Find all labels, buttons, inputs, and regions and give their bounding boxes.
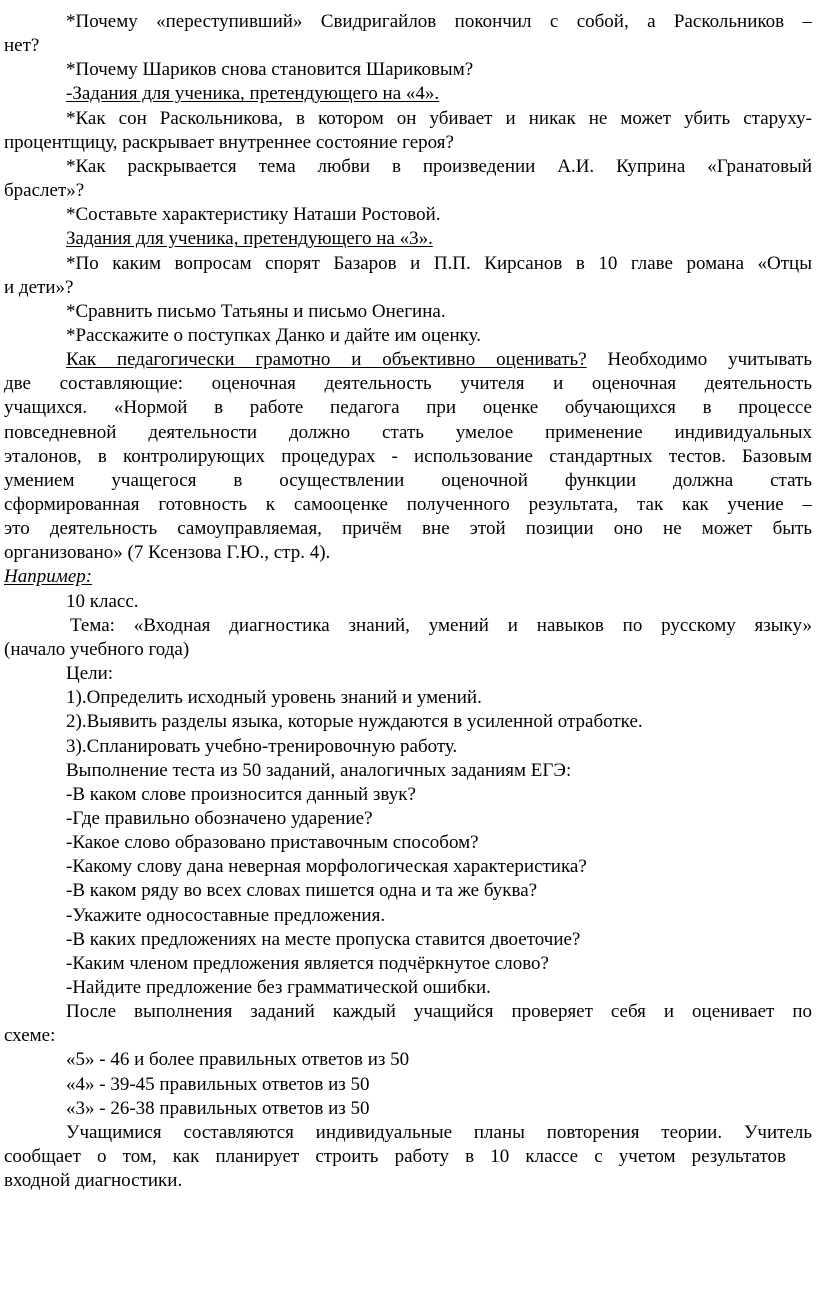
text-line	[0, 590, 812, 614]
text-line	[0, 300, 812, 324]
text-line	[0, 493, 812, 517]
line-text: Например:	[4, 566, 93, 588]
line-text: *Составьте характеристику Наташи Ростовой.	[66, 204, 441, 226]
text-line	[0, 710, 812, 734]
text-line	[0, 372, 812, 396]
line-text: входной диагностики.	[4, 1170, 183, 1192]
text-line	[0, 10, 812, 34]
line-text: 3).Спланировать учебно-тренировочную работу.	[66, 735, 458, 757]
text-line	[0, 1073, 812, 1097]
text-line	[0, 1145, 786, 1169]
line-text: -В каком слове произносится данный звук?	[66, 783, 416, 805]
text-line	[0, 638, 812, 662]
line-text-tail: Необходимо учитывать	[607, 349, 813, 371]
text-line	[0, 107, 812, 131]
text-line	[0, 155, 812, 179]
line-text: две составляющие: оценочная деятельность учителя и оценочная деятельность	[4, 373, 812, 395]
text-line	[0, 203, 812, 227]
text-line	[0, 783, 812, 807]
line-text: -Какое слово образовано приставочным способом?	[66, 832, 479, 854]
line-text: 10 класс.	[66, 590, 139, 612]
text-line	[0, 928, 812, 952]
line-text: Как педагогически грамотно и объективно оценивать?	[66, 349, 587, 371]
line-text: нет?	[4, 35, 40, 57]
line-text: «3» - 26-38 правильных ответов из 50	[66, 1097, 370, 1119]
text-line	[0, 1121, 812, 1145]
line-text: Задания для ученика, претендующего на «3».	[66, 228, 433, 250]
line-text: -Найдите предложение без грамматической ошибки.	[66, 977, 491, 998]
line-text: *Сравнить письмо Татьяны и письмо Онегина.	[66, 300, 446, 322]
line-text: процентщицу, раскрывает внутреннее состояние героя?	[4, 131, 454, 153]
text-line	[0, 348, 812, 372]
text-line	[0, 324, 812, 348]
line-text: умением учащегося в осуществлении оценочной функции должна стать	[4, 469, 812, 491]
text-line	[0, 1097, 812, 1121]
line-text: -Где правильно обозначено ударение?	[66, 807, 373, 829]
text-line	[0, 976, 812, 1000]
text-line	[0, 131, 812, 155]
text-line	[0, 614, 812, 638]
line-text: «4» - 39-45 правильных ответов из 50	[66, 1073, 370, 1095]
text-line	[0, 179, 812, 203]
text-line	[0, 517, 812, 541]
line-text: Выполнение теста из 50 заданий, аналогичных заданиям ЕГЭ:	[66, 759, 572, 781]
text-line	[0, 855, 812, 879]
text-line	[0, 759, 812, 783]
line-text: (начало учебного года)	[4, 638, 190, 660]
line-text: *Почему Шариков снова становится Шариковым?	[66, 59, 474, 81]
text-line	[0, 807, 812, 831]
line-text: схеме:	[4, 1025, 56, 1047]
line-text: 1).Определить исходный уровень знаний и умений.	[66, 687, 482, 709]
line-text: организовано» (7 Ксензова Г.Ю., стр. 4).	[4, 542, 331, 564]
text-line	[0, 82, 812, 106]
line-text: Цели:	[66, 663, 114, 685]
text-line	[0, 831, 812, 855]
line-text: -В каком ряду во всех словах пишется одна и та же буква?	[66, 880, 538, 902]
text-line	[0, 34, 812, 58]
text-line	[0, 662, 812, 686]
text-line	[0, 445, 812, 469]
text-line	[0, 1024, 812, 1048]
line-text: это деятельность самоуправляемая, причём вне этой позиции оно не может быть	[4, 518, 812, 540]
text-line	[0, 252, 812, 276]
line-text: сообщает о том, как планирует строить работу в 10 классе с учетом результатов	[4, 1146, 786, 1168]
line-text: -Укажите односоставные предложения.	[66, 904, 386, 926]
text-line	[0, 396, 812, 420]
line-text: *По каким вопросам спорят Базаров и П.П. Кирсанов в 10 главе романа «Отцы	[66, 252, 812, 274]
line-text: сформированная готовность к самооценке полученного результата, так как учение –	[4, 494, 812, 515]
text-line	[0, 1048, 812, 1072]
line-text: «5» - 46 и более правильных ответов из 50	[66, 1049, 410, 1071]
text-line	[0, 952, 812, 976]
text-line	[0, 276, 812, 300]
text-line	[0, 904, 812, 928]
text-line	[0, 227, 812, 251]
text-line	[0, 565, 812, 589]
line-text: *Как сон Раскольникова, в котором он убивает и никак не может убить старуху-	[66, 107, 812, 129]
line-text: -Задания для ученика, претендующего на «4».	[66, 83, 440, 105]
text-line	[0, 541, 812, 565]
line-text: Тема: «Входная диагностика знаний, умений и навыков по русскому языку»	[70, 614, 812, 636]
line-text: эталонов, в контролирующих процедурах - использование стандартных тестов. Базовым	[4, 445, 812, 467]
text-line	[0, 58, 812, 82]
line-text: 2).Выявить разделы языка, которые нуждаются в усиленной отработке.	[66, 711, 643, 733]
text-line	[0, 735, 812, 759]
line-text: -Каким членом предложения является подчёркнутое слово?	[66, 952, 549, 974]
text-line	[0, 469, 812, 493]
text-line	[0, 686, 812, 710]
text-line	[0, 1169, 812, 1193]
line-text: *Как раскрывается тема любви в произведении А.И. Куприна «Гранатовый	[66, 155, 812, 177]
line-text: Учащимися составляются индивидуальные планы повторения теории. Учитель	[66, 1121, 812, 1143]
line-text: учащихся. «Нормой в работе педагога при оценке обучающихся в процессе	[4, 397, 812, 419]
line-text: повседневной деятельности должно стать умелое применение индивидуальных	[4, 421, 812, 443]
line-text: и дети»?	[4, 276, 74, 298]
line-text: -В каких предложениях на месте пропуска ставится двоеточие?	[66, 928, 581, 950]
line-text: -Какому слову дана неверная морфологическая характеристика?	[66, 856, 587, 878]
text-line	[0, 1000, 812, 1024]
line-text: После выполнения заданий каждый учащийся проверяет себя и оценивает по	[66, 1001, 812, 1023]
text-line	[0, 421, 812, 445]
line-text: браслет»?	[4, 180, 85, 202]
line-text: *Расскажите о поступках Данко и дайте им оценку.	[66, 324, 481, 346]
text-line	[0, 879, 812, 903]
line-text: *Почему «переступивший» Свидригайлов покончил с собой, а Раскольников –	[66, 11, 812, 32]
